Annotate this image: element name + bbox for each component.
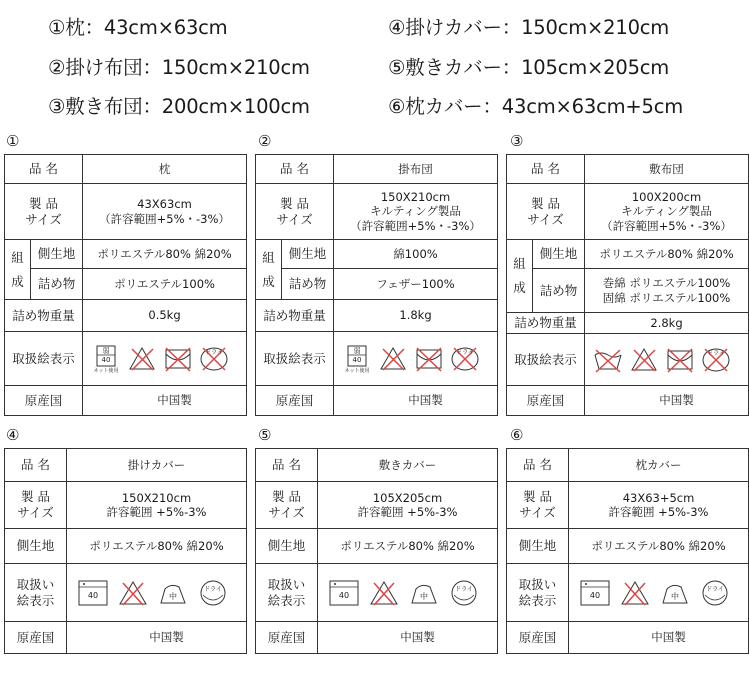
label-care-symbols: 取扱絵表示 xyxy=(5,332,83,386)
label-product-size: 製 品 サイズ xyxy=(507,482,569,529)
care-symbols xyxy=(318,564,498,622)
label-outer-fabric: 側生地 xyxy=(507,529,569,564)
label-product-name: 品 名 xyxy=(5,449,67,482)
value-product-name: 掛布団 xyxy=(334,155,498,184)
label-composition: 組 成 xyxy=(5,240,31,300)
size-list xyxy=(0,0,750,128)
label-care-symbols: 取扱い 絵表示 xyxy=(5,564,67,622)
label-origin: 原産国 xyxy=(507,386,585,416)
size-line-mattress-cover: ⑤敷きカバー：105cm×205cm xyxy=(388,56,670,79)
size-line-pillow: ①枕：43cm×63cm xyxy=(48,16,228,39)
spec-table-mattress-cover xyxy=(255,448,498,654)
value-origin: 中国製 xyxy=(569,622,749,654)
label-product-name: 品 名 xyxy=(256,449,318,482)
label-origin: 原産国 xyxy=(507,622,569,654)
label-product-name: 品 名 xyxy=(256,155,334,184)
care-symbols xyxy=(83,332,247,386)
label-outer-fabric: 側生地 xyxy=(5,529,67,564)
value-outer-fabric: 綿100% xyxy=(334,240,498,269)
care-symbols xyxy=(585,334,749,386)
no-tumble-dry-icon xyxy=(665,345,695,375)
spec-table-pillow xyxy=(4,154,247,416)
care-symbols xyxy=(67,564,247,622)
value-outer-fabric: ポリエステル80% 綿20% xyxy=(569,529,749,564)
value-product-size: 43X63cm （許容範囲+5%・-3%） xyxy=(83,184,247,240)
value-origin: 中国製 xyxy=(334,386,498,416)
label-origin: 原産国 xyxy=(256,622,318,654)
dry-clean-icon: ドライ xyxy=(448,579,480,607)
spec-table-mattress xyxy=(506,154,749,416)
value-product-size: 43X63+5cm 許容範囲 +5%-3% xyxy=(569,482,749,529)
no-tumble-dry-icon xyxy=(163,344,193,374)
no-tumble-dry-icon xyxy=(414,344,444,374)
dry-clean-icon: ドライ xyxy=(197,579,229,607)
value-filling-weight: 1.8kg xyxy=(334,300,498,332)
value-origin: 中国製 xyxy=(83,386,247,416)
value-product-size: 100X200cm キルティング製品 （許容範囲+5%・-3%） xyxy=(585,184,749,240)
value-product-size: 150X210cm キルティング製品 （許容範囲+5%・-3%） xyxy=(334,184,498,240)
no-dry-clean-icon: ドライ xyxy=(450,344,480,374)
label-outer-fabric: 側生地 xyxy=(282,240,334,269)
size-line-comforter: ②掛け布団：150cm×210cm xyxy=(48,56,310,79)
value-product-name: 枕 xyxy=(83,155,247,184)
value-product-size: 105X205cm 許容範囲 +5%-3% xyxy=(318,482,498,529)
panel-number-5: ⑤ xyxy=(258,426,272,444)
label-product-name: 品 名 xyxy=(507,155,585,184)
no-bleach-icon xyxy=(368,579,400,607)
value-product-name: 掛けカバー xyxy=(67,449,247,482)
label-filling: 詰め物 xyxy=(31,269,83,300)
value-product-name: 敷布団 xyxy=(585,155,749,184)
iron-medium-icon: 中 xyxy=(157,579,189,607)
value-outer-fabric: ポリエステル80% 綿20% xyxy=(67,529,247,564)
label-filling: 詰め物 xyxy=(533,269,585,313)
spec-table-comforter xyxy=(255,154,498,416)
care-symbols xyxy=(569,564,749,622)
value-origin: 中国製 xyxy=(67,622,247,654)
panel-number-3: ③ xyxy=(510,132,524,150)
value-filling: フェザー100% xyxy=(334,269,498,300)
no-bleach-icon xyxy=(629,345,659,375)
label-origin: 原産国 xyxy=(5,386,83,416)
label-care-symbols: 取扱い 絵表示 xyxy=(507,564,569,622)
panel-number-2: ② xyxy=(258,132,272,150)
iron-medium-icon: 中 xyxy=(408,579,440,607)
label-care-symbols: 取扱絵表示 xyxy=(256,332,334,386)
label-care-symbols: 取扱絵表示 xyxy=(507,334,585,386)
size-line-pillow-cover: ⑥枕カバー：43cm×63cm+5cm xyxy=(388,95,684,118)
size-line-mattress: ③敷き布団：200cm×100cm xyxy=(48,95,310,118)
label-product-name: 品 名 xyxy=(507,449,569,482)
label-outer-fabric: 側生地 xyxy=(533,240,585,269)
no-bleach-icon xyxy=(378,344,408,374)
no-dry-clean-icon: ドライ xyxy=(701,345,731,375)
no-dry-clean-icon: ドライ xyxy=(199,344,229,374)
label-outer-fabric: 側生地 xyxy=(31,240,83,269)
spec-table-comforter-cover xyxy=(4,448,247,654)
dry-clean-icon: ドライ xyxy=(699,579,731,607)
value-product-size: 150X210cm 許容範囲 +5%-3% xyxy=(67,482,247,529)
label-composition: 組 成 xyxy=(507,240,533,313)
label-origin: 原産国 xyxy=(256,386,334,416)
panel-number-4: ④ xyxy=(6,426,20,444)
no-bleach-icon xyxy=(619,579,651,607)
label-product-name: 品 名 xyxy=(5,155,83,184)
value-filling: ポリエステル100% xyxy=(83,269,247,300)
label-composition: 組 成 xyxy=(256,240,282,300)
label-product-size: 製 品 サイズ xyxy=(507,184,585,240)
value-outer-fabric: ポリエステル80% 綿20% xyxy=(318,529,498,564)
label-filling-weight: 詰め物重量 xyxy=(5,300,83,332)
value-filling-weight: 0.5kg xyxy=(83,300,247,332)
label-product-size: 製 品 サイズ xyxy=(256,184,334,240)
no-bleach-icon xyxy=(117,579,149,607)
label-product-size: 製 品 サイズ xyxy=(5,482,67,529)
label-filling: 詰め物 xyxy=(282,269,334,300)
hand-wash-weak-icon: 弱 40 ネット使用 xyxy=(93,346,119,374)
machine-wash-40-icon: 40 xyxy=(579,579,611,607)
value-outer-fabric: ポリエステル80% 綿20% xyxy=(83,240,247,269)
value-filling-weight: 2.8kg xyxy=(585,313,749,334)
value-origin: 中国製 xyxy=(585,386,749,416)
label-product-size: 製 品 サイズ xyxy=(256,482,318,529)
spec-table-pillow-cover xyxy=(506,448,749,654)
label-care-symbols: 取扱い 絵表示 xyxy=(256,564,318,622)
machine-wash-40-icon: 40 xyxy=(328,579,360,607)
panel-number-1: ① xyxy=(6,132,20,150)
label-filling-weight: 詰め物重量 xyxy=(507,313,585,334)
value-product-name: 枕カバー xyxy=(569,449,749,482)
value-origin: 中国製 xyxy=(318,622,498,654)
iron-medium-icon: 中 xyxy=(659,579,691,607)
care-symbols xyxy=(334,332,498,386)
no-wash-icon xyxy=(593,345,623,375)
machine-wash-40-icon: 40 xyxy=(77,579,109,607)
label-product-size: 製 品 サイズ xyxy=(5,184,83,240)
no-bleach-icon xyxy=(127,344,157,374)
size-line-comforter-cover: ④掛けカバー：150cm×210cm xyxy=(388,16,670,39)
label-outer-fabric: 側生地 xyxy=(256,529,318,564)
label-origin: 原産国 xyxy=(5,622,67,654)
panel-number-6: ⑥ xyxy=(510,426,524,444)
hand-wash-weak-icon: 弱 40 ネット使用 xyxy=(344,346,370,374)
value-product-name: 敷きカバー xyxy=(318,449,498,482)
value-filling: 巻綿 ポリエステル100% 固綿 ポリエステル100% xyxy=(585,269,749,313)
label-filling-weight: 詰め物重量 xyxy=(256,300,334,332)
value-outer-fabric: ポリエステル80% 綿20% xyxy=(585,240,749,269)
